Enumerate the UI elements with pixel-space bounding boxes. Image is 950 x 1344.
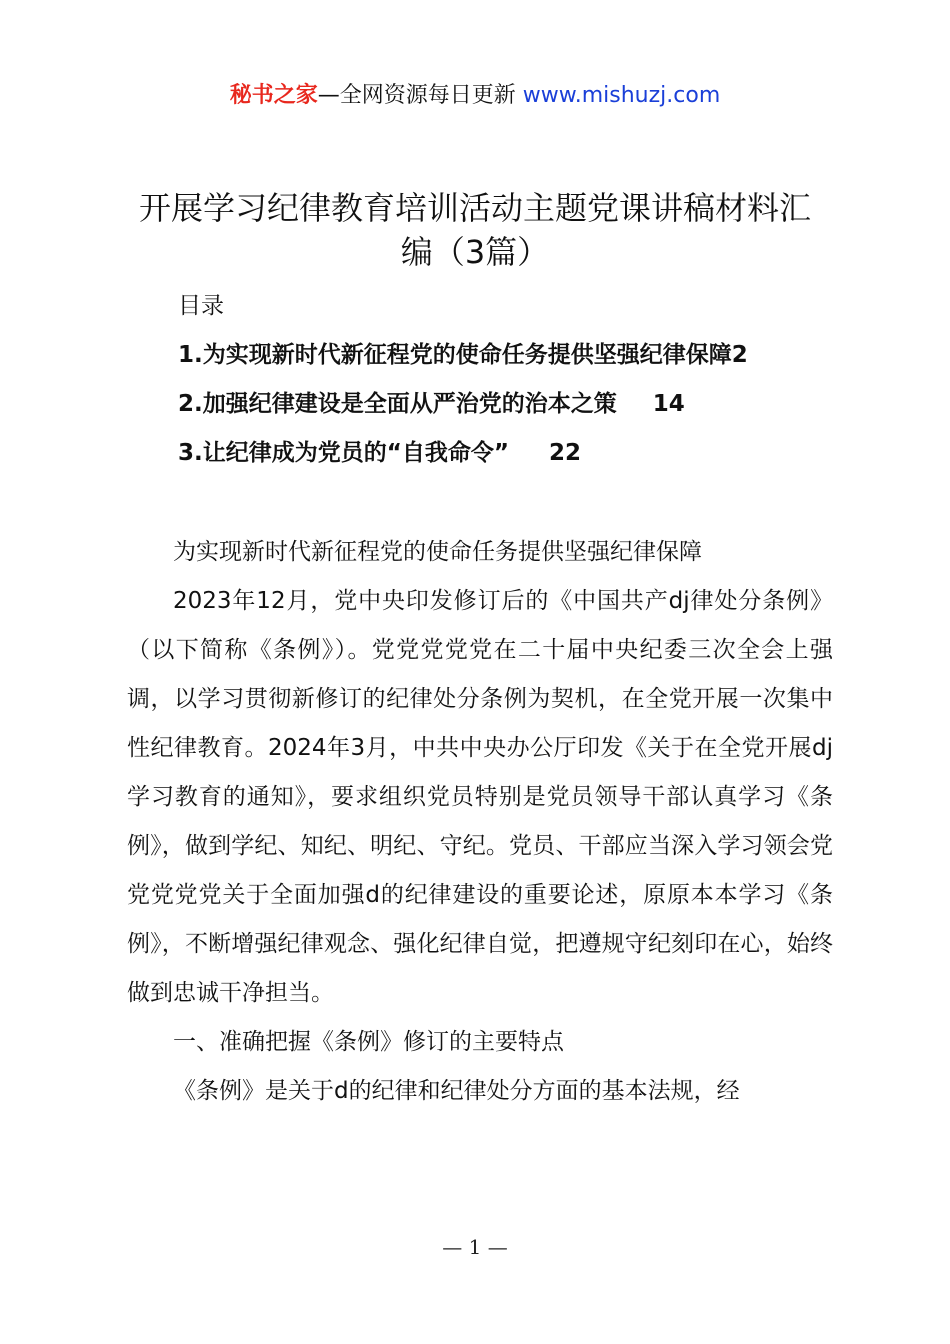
- toc-item-page: 22: [548, 440, 581, 466]
- document-title: 开展学习纪律教育培训活动主题党课讲稿材料汇编（3篇）: [138, 189, 811, 271]
- toc-item-1[interactable]: [178, 339, 748, 371]
- article-body: [127, 528, 833, 1116]
- toc-item-label: 1.为实现新时代新征程党的使命任务提供坚强纪律保障: [178, 342, 732, 368]
- toc-heading: 目录: [178, 293, 224, 319]
- article-last-line: 《条例》是关于d的纪律和纪律处分方面的基本法规，经: [173, 1078, 740, 1104]
- toc-item-page: 2: [731, 342, 748, 368]
- toc-item-page: 14: [652, 391, 685, 417]
- site-url-link[interactable]: www.mishuzj.com: [522, 83, 721, 108]
- site-tagline: —全网资源每日更新: [317, 83, 516, 108]
- article-title: 为实现新时代新征程党的使命任务提供坚强纪律保障: [173, 539, 702, 565]
- site-header: [0, 80, 950, 112]
- article-paragraph: 2023年12月，党中央印发修订后的《中国共产dj律处分条例》（以下简称《条例》）。党党党党党在二十届中央纪委三次全会上强调，以学习贯彻新修订的纪律处分条例为契机，在全党开展一次集中性纪律教育。2024年3月，中共中央办公厅印发《关于在全党开展dj学习教育的通知》，要求组织党员特别是党员领导干部认真学习《条例》，做到学纪、知纪、明纪、守纪。党员、干部应当深入学习领会党党党党党关于全面加强d的纪律建设的重要论述，原原本本学习《条例》，不断增强纪律观念、强化纪律自觉，把遵规守纪刻印在心，始终做到忠诚干净担当。: [127, 588, 833, 1006]
- site-brand: 秘书之家: [229, 83, 318, 108]
- section-heading: 一、准确把握《条例》修订的主要特点: [173, 1029, 564, 1055]
- toc-item-label: 2.加强纪律建设是全面从严治党的治本之策: [178, 391, 617, 417]
- page-number: — 1 —: [442, 1235, 508, 1259]
- toc-item-3[interactable]: [178, 437, 581, 469]
- toc-item-2[interactable]: [178, 388, 685, 420]
- toc-item-label: 3.让纪律成为党员的“自我命令”: [178, 440, 509, 466]
